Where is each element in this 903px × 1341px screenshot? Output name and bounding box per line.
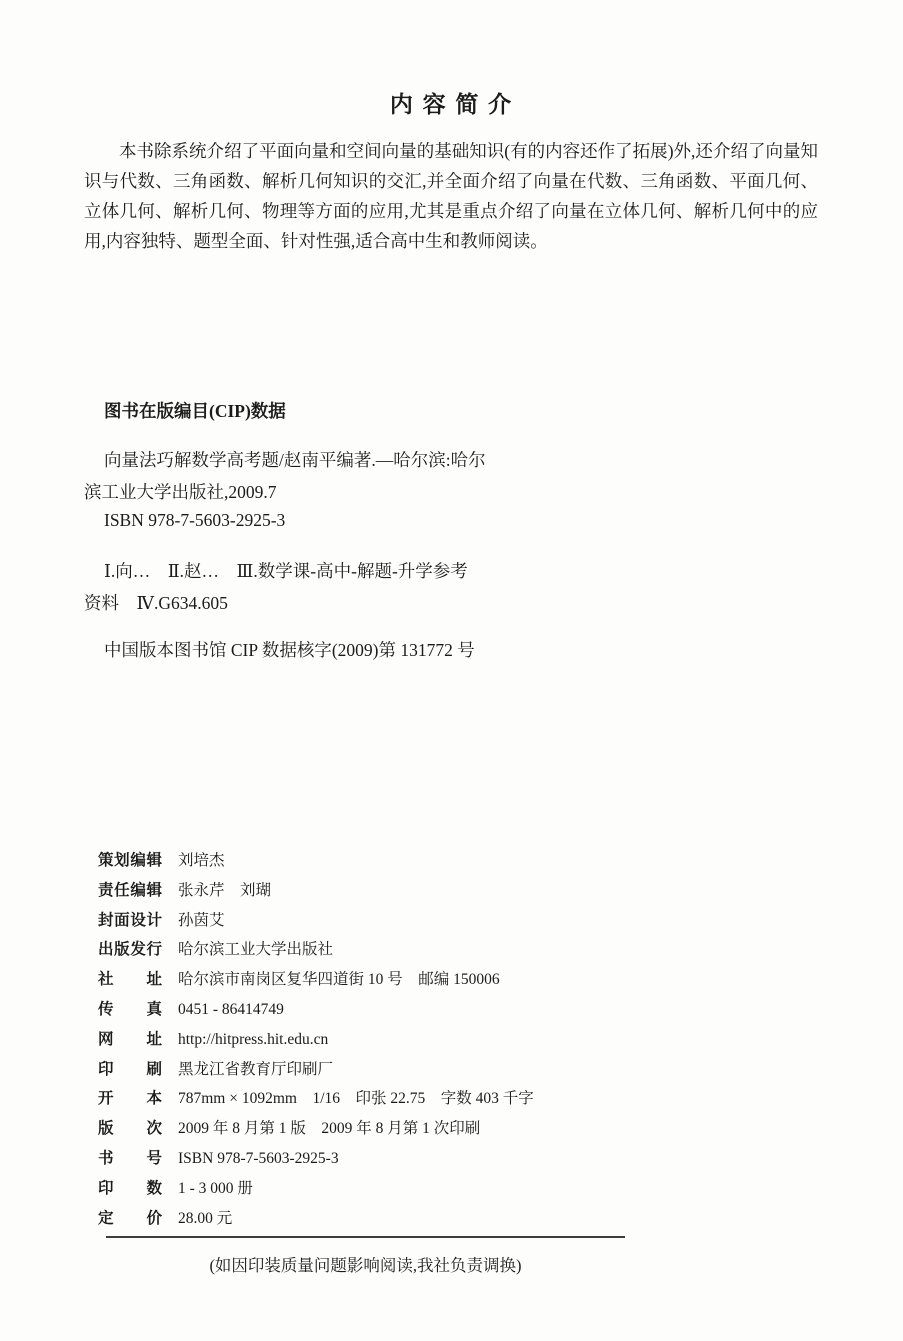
colophon-value: 787mm × 1092mm 1/16 印张 22.75 字数 403 千字 (178, 1090, 534, 1108)
colophon-label: 网址 (98, 1030, 162, 1048)
intro-title: 内 容 简 介 (389, 92, 514, 117)
colophon-row-responsible-editor (98, 876, 818, 906)
colophon-label: 印数 (98, 1179, 162, 1197)
colophon-value: 哈尔滨市南岗区复华四道街 10 号 邮编 150006 (178, 971, 500, 989)
colophon-row-book-number (98, 1144, 818, 1174)
quality-note: (如因印装质量问题影响阅读,我社负责调换) (209, 1256, 522, 1275)
colophon-value: 1 - 3 000 册 (178, 1179, 253, 1197)
colophon-label: 书号 (98, 1149, 162, 1167)
colophon-label: 开本 (98, 1090, 162, 1108)
cip-entry-line-2: 滨工业大学出版社,2009.7 (84, 482, 277, 502)
colophon-value: 28.00 元 (178, 1209, 233, 1227)
colophon-row-fax (98, 995, 818, 1025)
divider-line (106, 1236, 625, 1238)
colophon-value: 刘培杰 (178, 852, 225, 869)
colophon-value: 孙茵艾 (178, 911, 225, 929)
cip-heading: 图书在版编目(CIP)数据 (104, 401, 286, 421)
colophon-label: 社址 (98, 971, 162, 989)
cip-record-number: 中国版本图书馆 CIP 数据核字(2009)第 131772 号 (104, 640, 475, 660)
colophon-label: 印刷 (98, 1060, 162, 1078)
cip-classification-line-1: Ⅰ.向… Ⅱ.赵… Ⅲ.数学课-高中-解题-升学参考 (104, 561, 468, 581)
colophon-row-website (98, 1025, 818, 1055)
colophon-value: 哈尔滨工业大学出版社 (178, 941, 334, 959)
colophon-row-planning-editor (98, 846, 818, 876)
colophon-row-cover-design (98, 906, 818, 936)
colophon-label: 责任编辑 (98, 881, 162, 899)
colophon-value: 黑龙江省教育厅印刷厂 (178, 1060, 334, 1078)
cip-isbn: ISBN 978-7-5603-2925-3 (104, 510, 286, 530)
colophon-label: 版次 (98, 1120, 162, 1138)
intro-paragraph: 本书除系统介绍了平面向量和空间向量的基础知识(有的内容还作了拓展)外,还介绍了向量知识与代数、三角函数、解析几何知识的交汇,并全面介绍了向量在代数、三角函数、平面几何、立体几何、解析几何、物理等方面的应用,尤其是重点介绍了向量在立体几何、解析几何中的应用,内容独特、题型全面、针对性强,适合高中生和教师阅读。 (84, 141, 818, 251)
colophon-label: 策划编辑 (98, 852, 162, 869)
colophon-label: 传真 (98, 1000, 162, 1018)
colophon-list (98, 846, 818, 1233)
colophon-label: 定价 (98, 1209, 162, 1227)
colophon-row-format (98, 1084, 818, 1114)
colophon-row-price (98, 1204, 818, 1234)
colophon-value: ISBN 978-7-5603-2925-3 (178, 1149, 339, 1167)
colophon-label: 出版发行 (98, 941, 162, 959)
colophon-value: 0451 - 86414749 (178, 1000, 284, 1018)
cip-classification-line-2: 资料 Ⅳ.G634.605 (84, 593, 228, 613)
colophon-row-publisher (98, 935, 818, 965)
colophon-row-print-run (98, 1174, 818, 1204)
colophon-row-address (98, 965, 818, 995)
cip-entry-line-1: 向量法巧解数学高考题/赵南平编著.—哈尔滨:哈尔 (104, 450, 486, 470)
colophon-value: 张永芹 刘瑚 (178, 881, 272, 899)
colophon-row-printer (98, 1055, 818, 1085)
colophon-value: http://hitpress.hit.edu.cn (178, 1030, 329, 1048)
colophon-row-edition (98, 1114, 818, 1144)
colophon-label: 封面设计 (98, 911, 162, 929)
colophon-value: 2009 年 8 月第 1 版 2009 年 8 月第 1 次印刷 (178, 1120, 481, 1138)
